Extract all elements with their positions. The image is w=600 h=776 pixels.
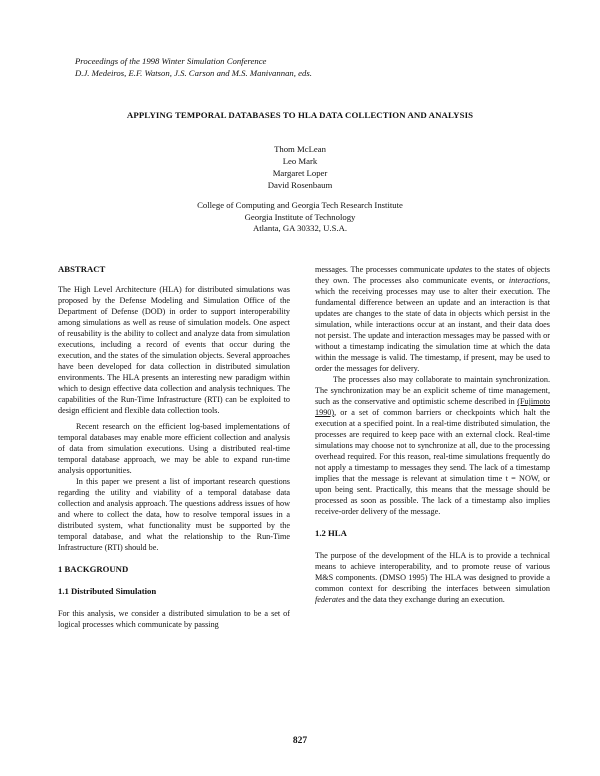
author: Leo Mark	[282, 156, 318, 166]
body-paragraph: The processes also may collaborate to maintain synchronization. The synchronization may be an explicit scheme of time management, such as the conservative and optimistic scheme described in (Fujimoto 1990), or a set of common barriers or checkpoints which halt the execution at a specified point. In a real-time distributed simulation, the processes are required to keep pace with an external clock. Real-time simulations may choose not to synchronize at all, due to the processing overhead required. For this reason, real-time simulations frequently do not apply a timestamp to messages they send. The lack of a timestamp implies that the message is relevant at simulation time t = NOW, or upon being sent. Practically, this means that the message should be processed as soon as possible. The lack of a timestamp also implies receive-order delivery of the message.	[315, 375, 550, 516]
proceedings-header	[75, 55, 312, 79]
citation-link[interactable]: (Fujimoto 1990)	[315, 397, 550, 417]
paper-title: APPLYING TEMPORAL DATABASES TO HLA DATA COLLECTION AND ANALYSIS	[126, 110, 474, 120]
abstract-paragraph: Recent research on the efficient log-based implementations of temporal databases may enable more efficient collection and analysis of data from simulation executions. Using a distributed real-time temporal database approach, we may be able to expand run-time analysis opportunities.	[58, 422, 290, 475]
subsection-heading-hla: 1.2 HLA	[315, 528, 347, 538]
author: Margaret Loper	[272, 168, 328, 178]
affiliation-line: College of Computing and Georgia Tech Research Institute	[197, 200, 403, 210]
body-paragraph: The purpose of the development of the HLA is to provide a technical means to achieve interoperability, and to promote reuse of various M&S components. (DMSO 1995) The HLA was designed to provide a common context for describing the interfaces between simulation federates and the data they exchange during an execution.	[315, 551, 550, 604]
abstract-paragraph: The High Level Architecture (HLA) for distributed simulations was proposed by the Defense Modeling and Simulation Office of the Department of Defense (DOD) in order to support interoperability among simulations as well as reuse of simulation models. One aspect of reusability is the ability to collect and analyze data from simulation executions, including a record of events that occur during the execution, and the states of the simulation objects. Several approaches have been developed for data collection in distributed simulation environments. The HLA presents an interesting new paradigm within which to design effective data collection and analysis techniques. The capabilities of the Run-Time Infrastructure (RTI) can be exploited to design efficient and flexible data collection tools.	[58, 285, 290, 415]
left-column	[58, 264, 290, 630]
page-number: 827	[292, 736, 308, 746]
abstract-heading: ABSTRACT	[58, 264, 106, 274]
body-paragraph: For this analysis, we consider a distributed simulation to be a set of logical processes which communicate by passing	[58, 609, 290, 629]
affiliation-line: Georgia Institute of Technology	[244, 211, 356, 222]
abstract-paragraph: In this paper we present a list of important research questions regarding the utility and viability of a temporal database data collection and analysis approach. The questions address issues of how and where to collect the data, how to resolve temporal issues in a distributed system, what functionality must be supported by the temporal database, and what the relationship to the Run-Time Infrastructure (RTI) should be.	[58, 477, 290, 552]
proceedings-line-1: Proceedings of the 1998 Winter Simulation Conference	[75, 56, 267, 66]
proceedings-editors: D.J. Medeiros, E.F. Watson, J.S. Carson and M.S. Manivannan, eds.	[75, 68, 312, 78]
body-paragraph: messages. The processes communicate updates to the states of objects they own. The processes also communicate events, or interactions, which the receiving processes may use to alter their execution. The fundamental difference between an update and an interaction is that updates are changes to the state of data in objects which persist in the simulation, while interactions occur at an instant, and their data does not persist. The update and interaction messages may be passed with or without a timestamp indicating the simulation time at which the data within the message is valid. The timestamp, if present, may be used to order the messages for delivery.	[315, 265, 550, 373]
affiliation-line: Atlanta, GA 30332, U.S.A.	[252, 223, 348, 234]
author-list	[0, 143, 600, 191]
section-heading-background: 1 BACKGROUND	[58, 564, 129, 574]
author: Thom McLean	[274, 144, 326, 154]
affiliation	[0, 200, 600, 235]
subsection-heading-distributed-simulation: 1.1 Distributed Simulation	[58, 586, 157, 596]
author: David Rosenbaum	[267, 180, 333, 190]
right-column	[315, 264, 550, 605]
